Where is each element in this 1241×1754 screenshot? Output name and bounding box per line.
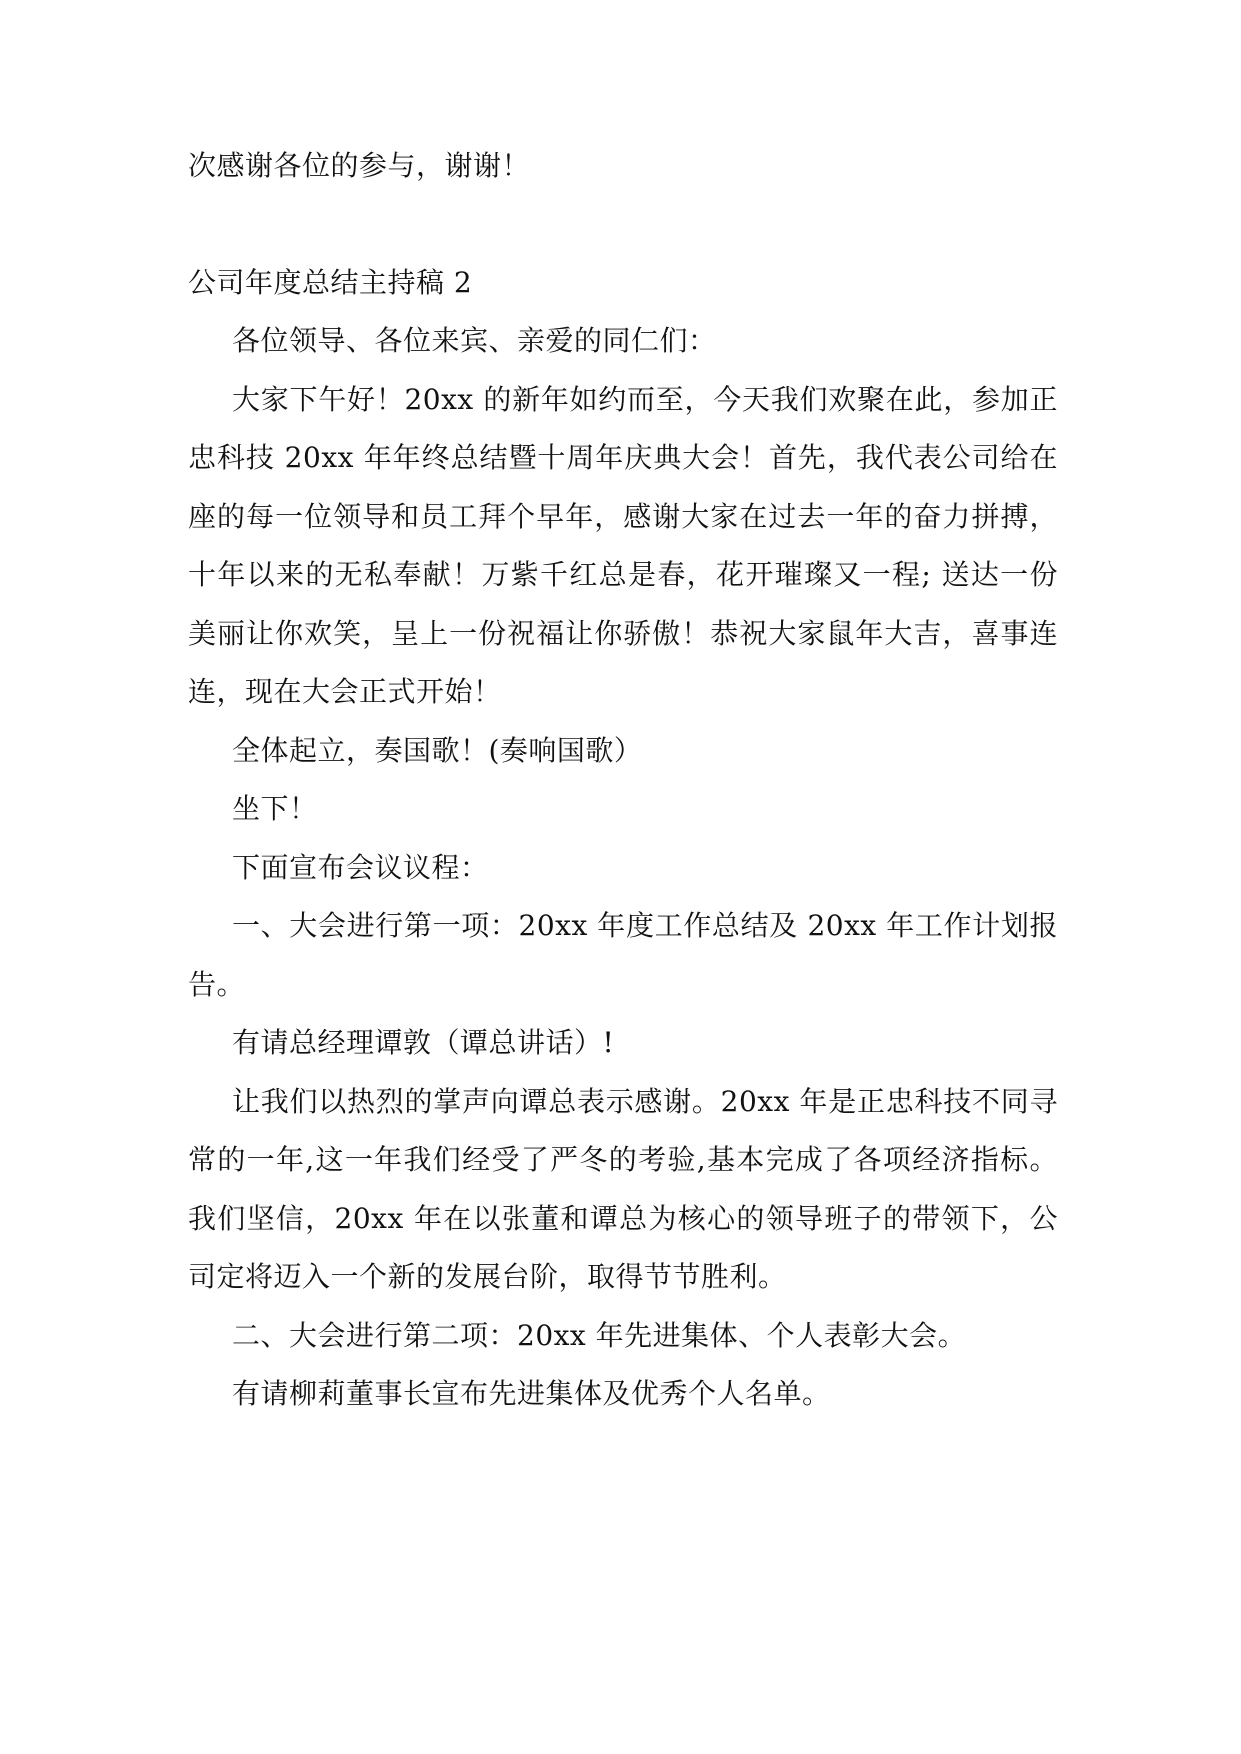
paragraph-line: 忠科技 20xx 年年终总结暨十周年庆典大会！首先，我代表公司给在	[188, 441, 1058, 474]
paragraph-line: 美丽让你欢笑，呈上一份祝福让你骄傲！恭祝大家鼠年大吉，喜事连	[188, 617, 1058, 650]
paragraph-line: 下面宣布会议议程：	[232, 851, 489, 884]
paragraph-line: 有请总经理谭敦（谭总讲话）!	[232, 1026, 615, 1059]
paragraph-line: 常的一年,这一年我们经受了严冬的考验,基本完成了各项经济指标。	[188, 1143, 1058, 1176]
paragraph-line: 坐下！	[232, 792, 318, 825]
agenda-item: 一、大会进行第一项：20xx 年度工作总结及 20xx 年工作计划报	[232, 909, 1058, 942]
paragraph-line: 有请柳莉董事长宣布先进集体及优秀个人名单。	[232, 1377, 831, 1410]
greeting-line: 各位领导、各位来宾、亲爱的同仁们：	[232, 324, 717, 357]
paragraph-line: 连，现在大会正式开始！	[188, 675, 502, 708]
paragraph-line: 司定将迈入一个新的发展台阶，取得节节胜利。	[188, 1260, 787, 1293]
agenda-item: 二、大会进行第二项：20xx 年先进集体、个人表彰大会。	[232, 1319, 967, 1352]
paragraph-line: 座的每一位领导和员工拜个早年，感谢大家在过去一年的奋力拼搏，	[188, 500, 1058, 533]
paragraph-line: 让我们以热烈的掌声向谭总表示感谢。20xx 年是正忠科技不同寻	[232, 1085, 1058, 1118]
paragraph-line: 我们坚信，20xx 年在以张董和谭总为核心的领导班子的带领下，公	[188, 1202, 1058, 1235]
paragraph-line: 十年以来的无私奉献！万紫千红总是春，花开璀璨又一程; 送达一份	[188, 558, 1058, 591]
section-title: 公司年度总结主持稿 2	[188, 266, 473, 299]
paragraph-line: 大家下午好！20xx 的新年如约而至，今天我们欢聚在此，参加正	[232, 383, 1058, 416]
agenda-item: 告。	[188, 968, 246, 1001]
closing-line: 次感谢各位的参与，谢谢！	[188, 149, 531, 182]
paragraph-line: 全体起立，奏国歌！(奏响国歌）	[232, 734, 643, 767]
